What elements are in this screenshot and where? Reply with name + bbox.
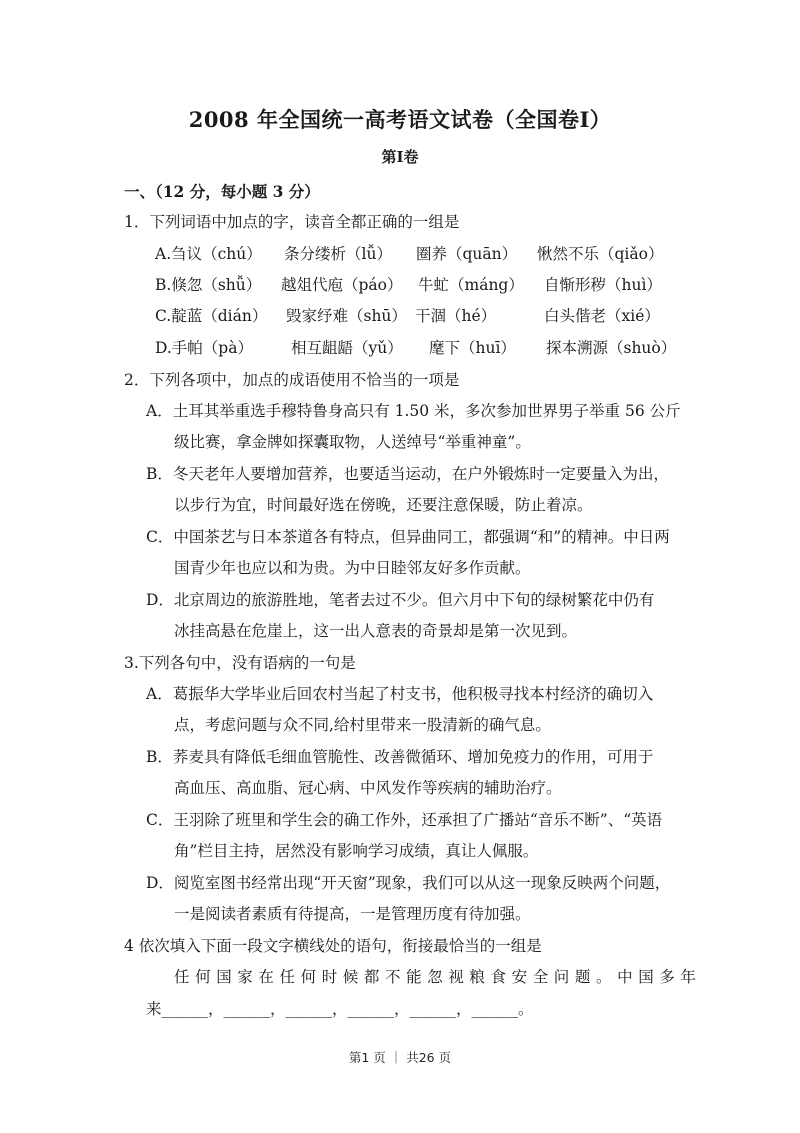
- question-3-option-a: A．葛振华大学毕业后回农村当起了村支书，他积极寻找本村经济的确切入: [146, 685, 654, 703]
- question-2-option-b: B．冬天老年人要增加营养，也要适当运动，在户外锻炼时一定要量入为出，: [146, 465, 669, 483]
- option-a-item-4: 愀然不乐（qiǎo）: [537, 245, 664, 263]
- option-a-item-3: 圈养（quān）: [416, 245, 518, 263]
- question-2-option-a: A．土耳其举重选手穆特鲁身高只有 1.50 米，多次参加世界男子举重 56 公斤: [146, 402, 681, 420]
- option-c-item-2: 毁家纾难（shū）: [286, 307, 407, 325]
- question-4-passage-line-2: 来______，______，______，______，______，______。: [146, 1000, 534, 1018]
- option-a-item-2: 条分缕析（lǚ）: [284, 245, 392, 263]
- question-2-option-d-cont: 冰挂高悬在危崖上，这一出人意表的奇景却是第一次见到。: [174, 622, 578, 640]
- question-1-stem: 1．下列词语中加点的字，读音全都正确的一组是: [124, 213, 460, 231]
- question-3-option-b: B．荞麦具有降低毛细血管脆性、改善微循环、增加免疫力的作用，可用于: [146, 748, 654, 766]
- option-b-item-3: 牛虻（máng）: [418, 276, 524, 294]
- question-4-passage-line-1: 任何国家在任何时候都不能忽视粮食安全问题。中国多年: [174, 968, 702, 986]
- question-4-stem: 4 依次填入下面一段文字横线处的语句，衔接最恰当的一组是: [124, 937, 542, 955]
- option-b-item-2: 越俎代庖（páo）: [281, 276, 403, 294]
- option-d-item-1: D.手帕（pà）: [155, 339, 253, 357]
- question-3-option-c: C．王羽除了班里和学生会的确工作外，还承担了广播站“音乐不断”、“英语: [146, 811, 663, 829]
- option-c-item-4: 白头偕老（xié）: [544, 307, 660, 325]
- question-3-option-d-cont: 一是阅读者素质有待提高，一是管理历度有待加强。: [174, 905, 531, 923]
- page-footer: 第1 页 ｜ 共26 页: [348, 1050, 452, 1065]
- option-c-item-1: C.靛蓝（dián）: [155, 307, 268, 325]
- option-b-item-1: B.倏忽（shǚ）: [155, 276, 262, 294]
- question-2-option-d: D．北京周边的旅游胜地，笔者去过不少。但六月中下旬的绿树繁花中仍有: [146, 591, 655, 609]
- question-2-stem: 2．下列各项中，加点的成语使用不恰当的一项是: [124, 371, 460, 389]
- option-c-item-3: 干涸（hé）: [415, 307, 497, 325]
- question-2-option-b-cont: 以步行为宜，时间最好选在傍晚，还要注意保暖，防止着凉。: [174, 496, 593, 514]
- option-d-item-4: 探本溯源（shuò）: [546, 339, 677, 357]
- option-b-item-4: 自惭形秽（huì）: [544, 276, 662, 294]
- question-2-option-c-cont: 国青少年也应以和为贵。为中日睦邻友好多作贡献。: [174, 559, 531, 577]
- question-3-option-b-cont: 高血压、高血脂、冠心病、中风发作等疾病的辅助治疗。: [174, 779, 562, 797]
- document-title: 2008 年全国统一高考语文试卷（全国卷I）: [188, 107, 612, 132]
- question-3-option-a-cont: 点，考虑问题与众不同,给村里带来一股清新的确气息。: [174, 716, 551, 734]
- question-3-option-d: D．阅览室图书经常出现“开天窗”现象，我们可以从这一现象反映两个问题，: [146, 874, 671, 892]
- option-d-item-3: 麾下（huī）: [429, 339, 516, 357]
- question-2-option-c: C．中国茶艺与日本茶道各有特点，但异曲同工，都强调“和”的精神。中日两: [146, 528, 670, 546]
- question-3-option-c-cont: 角”栏目主持，居然没有影响学习成绩，真让人佩服。: [174, 842, 539, 860]
- section-heading: 一、（12 分，每小题 3 分）: [124, 182, 320, 201]
- option-d-item-2: 相互龃龉（yǔ）: [291, 339, 403, 357]
- volume-heading: 第I卷: [381, 148, 419, 166]
- option-a-item-1: A.刍议（chú）: [155, 245, 262, 263]
- question-2-option-a-cont: 级比赛，拿金牌如探囊取物，人送绰号“举重神童”。: [174, 433, 531, 451]
- question-3-stem: 3.下列各句中，没有语病的一句是: [124, 654, 356, 672]
